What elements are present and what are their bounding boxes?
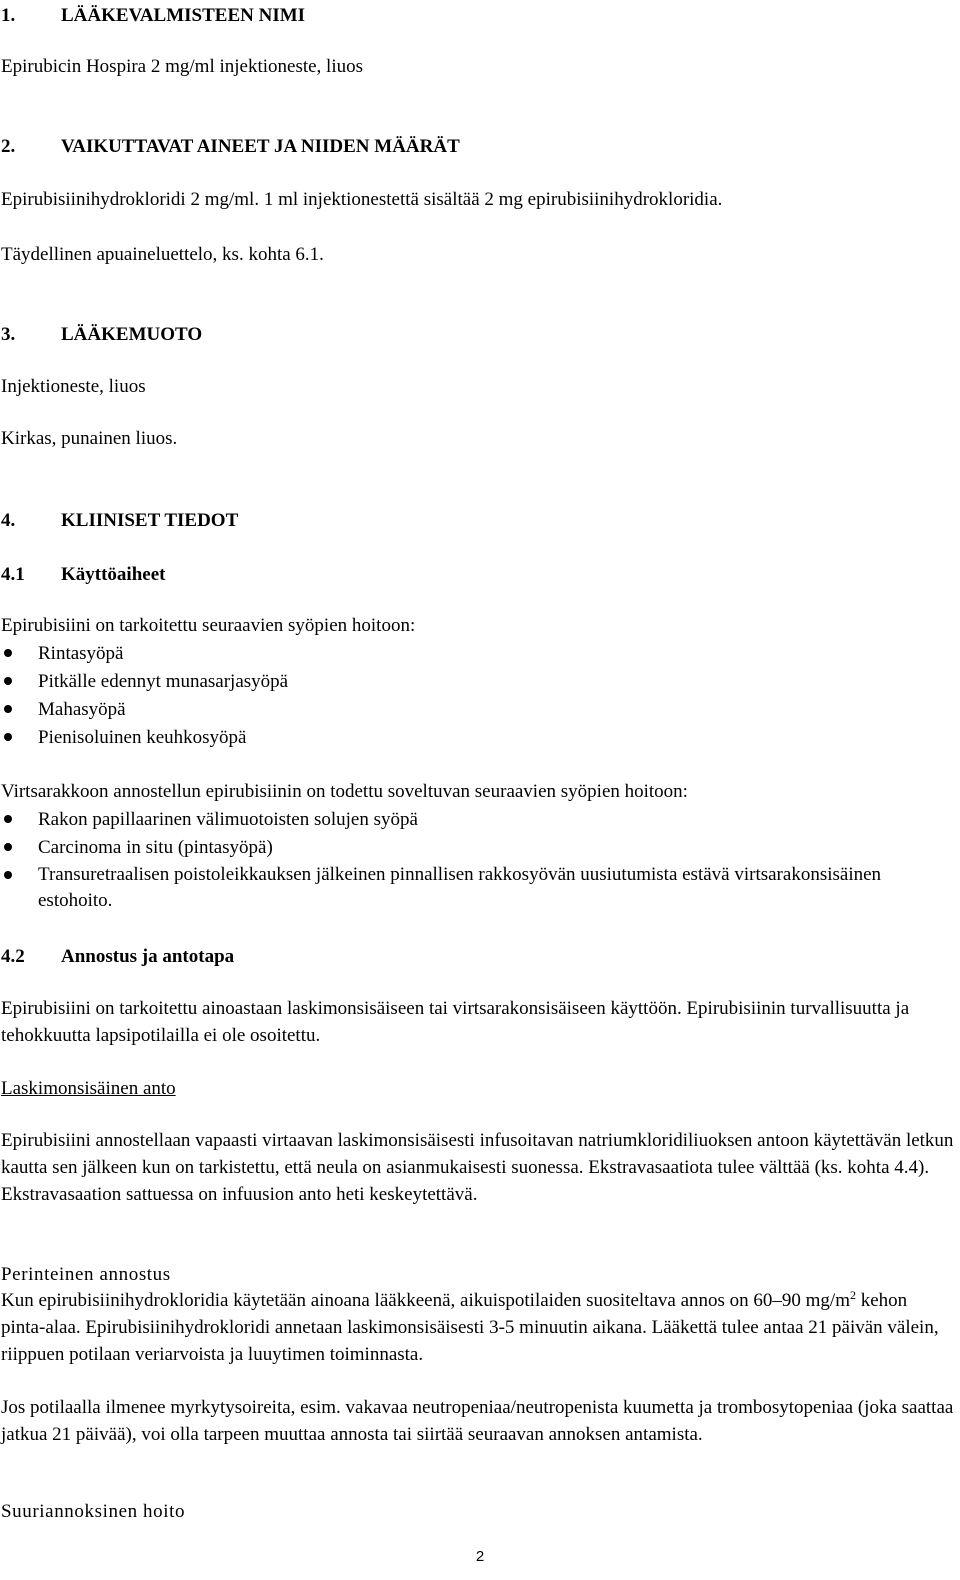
bullet-icon: [4, 733, 12, 741]
bullet-icon: [4, 843, 12, 851]
indications-intro: Epirubisiini on tarkoitettu seuraavien syöpien hoitoon:: [1, 615, 416, 636]
section-number: 4.2: [1, 946, 25, 967]
active-substance-text: Epirubisiinihydrokloridi 2 mg/ml. 1 ml injektionestettä sisältää 2 mg epirubisiinihydrokloridia.: [1, 189, 723, 210]
section-number: 4.: [1, 510, 16, 531]
section-title: KLIINISET TIEDOT: [61, 510, 239, 531]
section-2-heading: [1, 133, 954, 160]
list-item: Transuretraalisen poistoleikkauksen jälkeinen pinnallisen rakkosyövän uusiutumista estävä virtsarakonsisäinen estohoito.: [1, 862, 954, 914]
section-title: LÄÄKEVALMISTEEN NIMI: [61, 5, 306, 26]
bullet-icon: [4, 871, 12, 879]
section-1-heading: [1, 2, 954, 29]
standard-dosing-paragraph: Kun epirubisiinihydrokloridia käytetään ainoana lääkkeenä, aikuispotilaiden suositeltava annos on 60–90 $mg/m^2$ kehon pinta-alaa. Epirubisiinihydrokloridi annetaan laskimonsisäisesti 3-5 minuutin aikana. Lääkettä tulee antaa 21 päivän välein, riippuen potilaan veriarvoista ja luuytimen toiminnasta.: [1, 1288, 939, 1365]
iv-paragraph: Epirubisiini annostellaan vapaasti virtaavan laskimonsisäisesti infusoitavan natriumkloridiliuoksen antoon käytettävän letkun kautta sen jälkeen kun on tarkistettu, että neula on asianmukaisesti suonessa. Ekstravasaatiota tulee välttää (ks. kohta 4.4). Ekstravasaation sattuessa on infuusion anto heti keskeytettävä.: [1, 1130, 954, 1205]
bullet-icon: [4, 649, 12, 657]
administration-paragraph: Epirubisiini on tarkoitettu ainoastaan laskimonsisäiseen tai virtsarakonsisäiseen käyttöön. Epirubisiinin turvallisuutta ja tehokkuutta lapsipotilailla ei ole osoitettu.: [1, 998, 910, 1046]
list-item: Carcinoma in situ (pintasyöpä): [1, 834, 954, 862]
indications-list: [1, 640, 954, 752]
section-title: Annostus ja antotapa: [61, 946, 235, 967]
list-item: Mahasyöpä: [1, 696, 954, 724]
section-title: LÄÄKEMUOTO: [61, 324, 203, 345]
section-title: Käyttöaiheet: [61, 564, 166, 585]
list-item: Rintasyöpä: [1, 640, 954, 668]
product-name: Epirubicin Hospira 2 mg/ml injektioneste, liuos: [1, 56, 364, 77]
section-3-heading: [1, 321, 954, 348]
standard-dosing-subheading: Perinteinen annostus: [1, 1264, 171, 1285]
section-4-2-heading: [1, 943, 954, 970]
page-number: 2: [475, 1548, 485, 1565]
section-number: 1.: [1, 5, 16, 26]
iv-subheading: Laskimonsisäinen anto: [1, 1078, 176, 1099]
intravesical-indications-list: [1, 806, 954, 914]
bullet-icon: [4, 677, 12, 685]
high-dose-subheading: Suuriannoksinen hoito: [1, 1501, 186, 1522]
appearance-text: Kirkas, punainen liuos.: [1, 428, 178, 449]
section-number: 2.: [1, 136, 16, 157]
excipients-text: Täydellinen apuaineluettelo, ks. kohta 6.1.: [1, 244, 324, 265]
list-item: Pienisoluinen keuhkosyöpä: [1, 724, 954, 752]
section-number: 3.: [1, 324, 16, 345]
list-item: Rakon papillaarinen välimuotoisten solujen syöpä: [1, 806, 954, 834]
list-item: Pitkälle edennyt munasarjasyöpä: [1, 668, 954, 696]
section-4-heading: [1, 507, 954, 534]
section-title: VAIKUTTAVAT AINEET JA NIIDEN MÄÄRÄT: [61, 136, 460, 157]
toxicity-paragraph: Jos potilaalla ilmenee myrkytysoireita, esim. vakavaa neutropeniaa/neutropenista kuumetta ja trombosytopeniaa (joka saattaa jatkua 21 päivää), voi olla tarpeen muuttaa annosta tai siirtää seuraavan annoksen antamista.: [1, 1397, 954, 1445]
section-number: 4.1: [1, 564, 25, 585]
bullet-icon: [4, 705, 12, 713]
section-4-1-heading: [1, 561, 954, 588]
bullet-icon: [4, 815, 12, 823]
intravesical-intro: Virtsarakkoon annostellun epirubisiinin on todettu soveltuvan seuraavien syöpien hoitoon:: [1, 781, 688, 802]
dosage-form-text: Injektioneste, liuos: [1, 376, 146, 397]
